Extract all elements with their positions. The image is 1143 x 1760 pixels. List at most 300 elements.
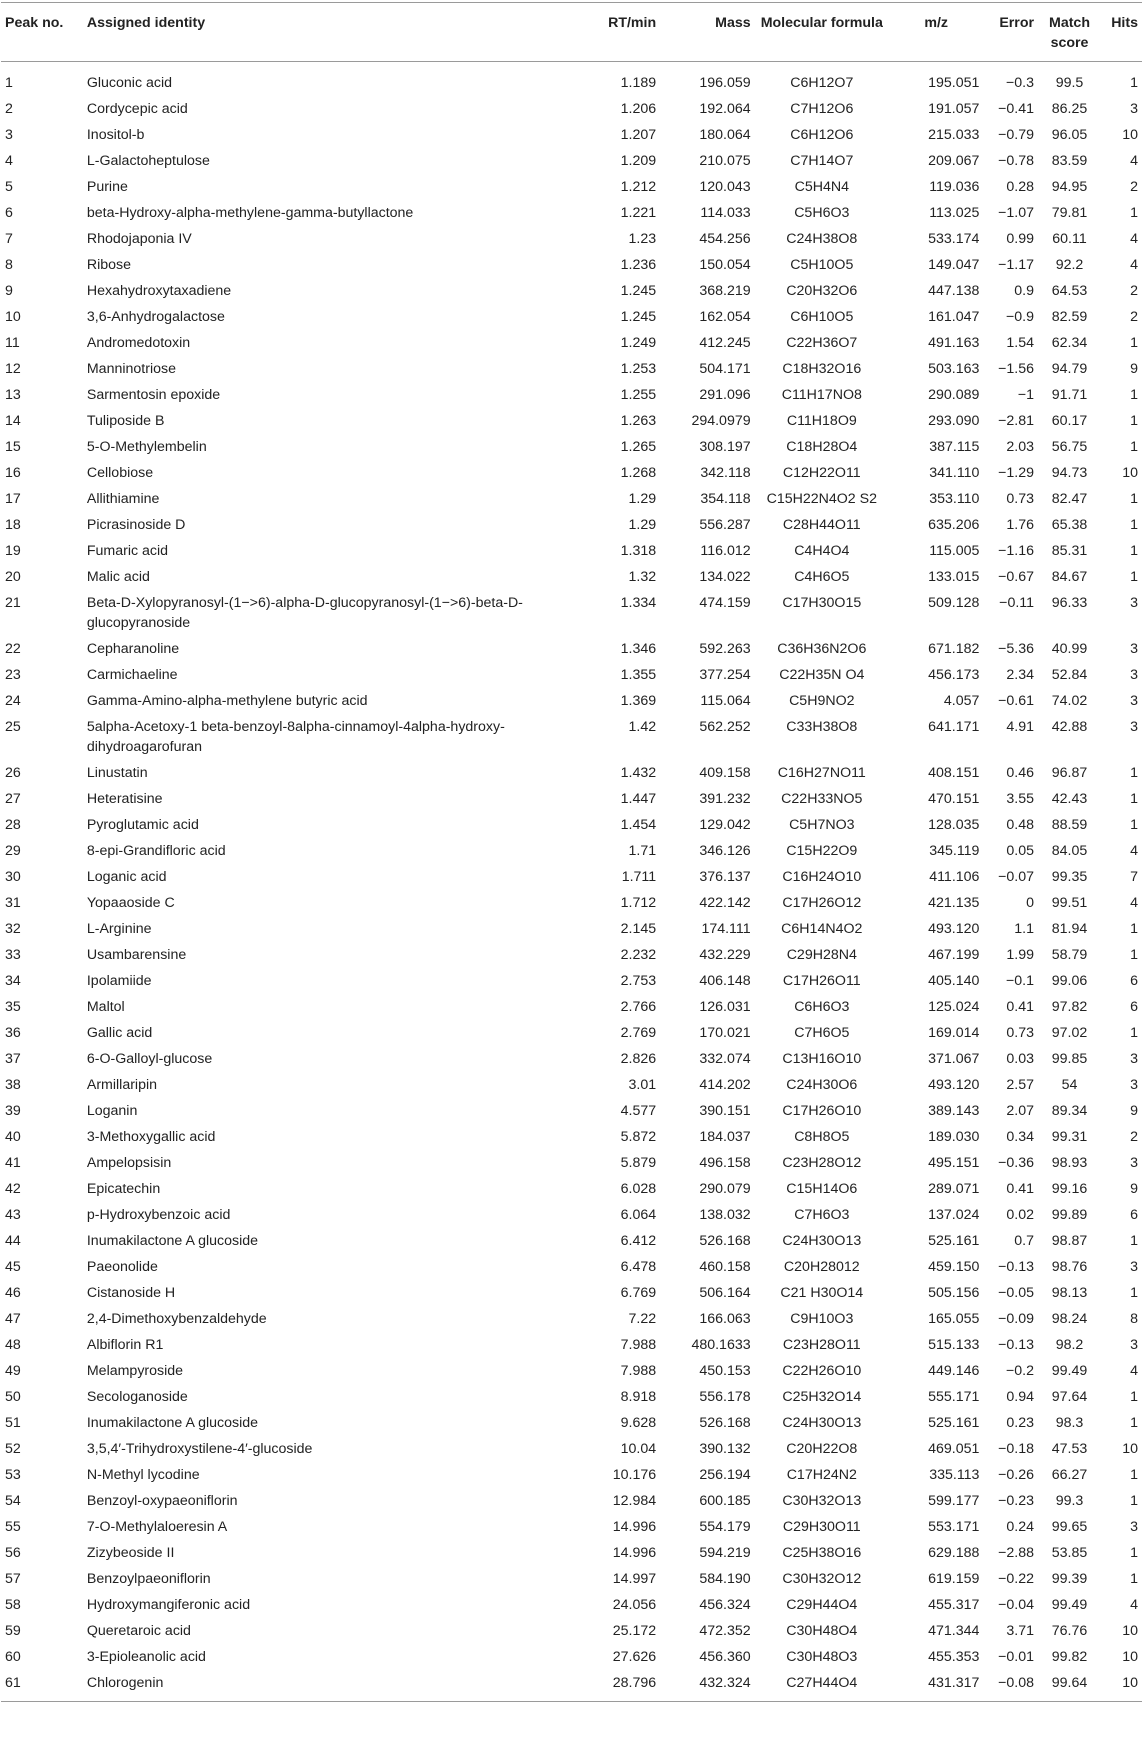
cell-rt: 2.766 <box>620 999 657 1015</box>
cell-hits: 3 <box>1130 693 1138 709</box>
cell-mass: 412.245 <box>699 335 751 351</box>
cell-peak-no: 22 <box>5 641 21 657</box>
cell-error: 0.73 <box>1006 491 1035 507</box>
cell-mz: 509.128 <box>928 595 980 611</box>
cell-mz: 371.067 <box>928 1051 980 1067</box>
cell-rt: 1.268 <box>620 465 657 481</box>
cell-mz: 189.030 <box>928 1129 980 1145</box>
cell-hits: 3 <box>1130 1519 1138 1535</box>
cell-assigned-identity: 5alpha-Acetoxy-1 beta-benzoyl-8alpha-cinnamoyl-4alpha-hydroxy-dihydroagarofuran <box>86 719 505 755</box>
cell-mass: 506.164 <box>699 1285 751 1301</box>
cell-mass: 308.197 <box>699 439 751 455</box>
cell-assigned-identity: Loganic acid <box>86 869 167 885</box>
cell-peak-no: 58 <box>5 1597 21 1613</box>
cell-mass: 456.324 <box>699 1597 751 1613</box>
cell-rt: 1.334 <box>620 595 657 611</box>
cell-peak-no: 7 <box>5 231 13 247</box>
cell-error: −0.23 <box>998 1493 1035 1509</box>
cell-mass: 504.171 <box>699 361 751 377</box>
cell-mz: 4.057 <box>943 693 980 709</box>
cell-error: −2.81 <box>998 413 1035 429</box>
table-row <box>1 1384 1142 1410</box>
cell-peak-no: 14 <box>5 413 21 429</box>
cell-error: 0.7 <box>1014 1233 1035 1249</box>
cell-match-score: 86.25 <box>1051 101 1088 117</box>
cell-rt: 1.236 <box>620 257 657 273</box>
cell-mass: 150.054 <box>699 257 751 273</box>
cell-mz: 555.171 <box>928 1389 980 1405</box>
cell-hits: 3 <box>1130 641 1138 657</box>
cell-error: −0.3 <box>1006 75 1035 91</box>
cell-molecular-formula: C5H10O5 <box>790 257 854 273</box>
cell-hits: 3 <box>1130 1051 1138 1067</box>
header-assigned-identity: Assigned identity <box>86 15 206 31</box>
cell-error: −0.9 <box>1006 309 1035 325</box>
cell-assigned-identity: Ribose <box>86 257 132 273</box>
cell-mass: 196.059 <box>699 75 751 91</box>
cell-mz: 629.188 <box>928 1545 980 1561</box>
cell-peak-no: 1 <box>5 75 13 91</box>
table-row <box>1 1176 1142 1202</box>
header-error: Error <box>999 15 1035 31</box>
cell-rt: 2.145 <box>620 921 657 937</box>
cell-rt: 1.29 <box>628 517 657 533</box>
cell-peak-no: 34 <box>5 973 21 989</box>
cell-peak-no: 23 <box>5 667 21 683</box>
cell-peak-no: 48 <box>5 1337 21 1353</box>
cell-match-score: 94.73 <box>1051 465 1088 481</box>
cell-rt: 6.412 <box>620 1233 657 1249</box>
cell-rt: 1.265 <box>620 439 657 455</box>
cell-rt: 1.432 <box>620 765 657 781</box>
cell-error: −2.88 <box>998 1545 1035 1561</box>
cell-mz: 161.047 <box>928 309 980 325</box>
cell-mass: 480.1633 <box>691 1337 751 1353</box>
cell-hits: 3 <box>1130 1077 1138 1093</box>
cell-hits: 2 <box>1130 309 1138 325</box>
header-rt: RT/min <box>608 15 657 31</box>
cell-match-score: 65.38 <box>1051 517 1088 533</box>
cell-hits: 6 <box>1130 973 1138 989</box>
cell-rt: 5.872 <box>620 1129 657 1145</box>
cell-mz: 447.138 <box>928 283 980 299</box>
cell-molecular-formula: C29H28N4 <box>786 947 857 963</box>
cell-hits: 1 <box>1130 791 1138 807</box>
cell-mass: 174.111 <box>701 921 751 937</box>
cell-rt: 2.769 <box>620 1025 657 1041</box>
cell-assigned-identity: Melampyroside <box>86 1363 184 1379</box>
cell-error: 0.99 <box>1006 231 1035 247</box>
cell-rt: 1.369 <box>620 693 657 709</box>
cell-match-score: 84.05 <box>1051 843 1088 859</box>
cell-assigned-identity: 5-O-Methylembelin <box>86 439 207 455</box>
table-row <box>1 864 1142 890</box>
cell-match-score: 83.59 <box>1051 153 1088 169</box>
cell-assigned-identity: Armillaripin <box>86 1077 158 1093</box>
cell-mz: 421.135 <box>928 895 980 911</box>
cell-hits: 1 <box>1130 517 1138 533</box>
cell-molecular-formula: C21 H30O14 <box>780 1285 864 1301</box>
cell-molecular-formula: C15H14O6 <box>786 1181 858 1197</box>
cell-match-score: 62.34 <box>1051 335 1088 351</box>
cell-peak-no: 33 <box>5 947 21 963</box>
cell-peak-no: 19 <box>5 543 21 559</box>
cell-rt: 1.245 <box>620 309 657 325</box>
cell-match-score: 40.99 <box>1051 641 1088 657</box>
cell-mz: 215.033 <box>928 127 980 143</box>
cell-molecular-formula: C16H24O10 <box>782 869 862 885</box>
cell-error: 3.71 <box>1006 1623 1035 1639</box>
table-row <box>1 942 1142 968</box>
cell-mass: 114.033 <box>700 205 751 221</box>
cell-error: −5.36 <box>998 641 1035 657</box>
header-match-score: Match score <box>1049 15 1090 51</box>
cell-molecular-formula: C6H6O3 <box>794 999 850 1015</box>
cell-peak-no: 9 <box>5 283 13 299</box>
cell-mz: 471.344 <box>928 1623 980 1639</box>
cell-molecular-formula: C5H7NO3 <box>789 817 855 833</box>
table-row <box>1 1020 1142 1046</box>
cell-match-score: 98.13 <box>1051 1285 1088 1301</box>
cell-peak-no: 44 <box>5 1233 21 1249</box>
cell-error: −0.13 <box>998 1259 1035 1275</box>
table-row <box>1 382 1142 408</box>
cell-rt: 1.245 <box>620 283 657 299</box>
cell-hits: 4 <box>1130 1597 1138 1613</box>
cell-error: 2.03 <box>1006 439 1035 455</box>
table-row <box>1 148 1142 174</box>
cell-mz: 533.174 <box>928 231 980 247</box>
cell-match-score: 56.75 <box>1051 439 1088 455</box>
cell-mass: 184.037 <box>699 1129 751 1145</box>
cell-hits: 9 <box>1130 361 1138 377</box>
cell-assigned-identity: Gallic acid <box>86 1025 153 1041</box>
cell-match-score: 91.71 <box>1051 387 1088 403</box>
cell-error: −0.79 <box>998 127 1035 143</box>
cell-match-score: 54 <box>1061 1077 1078 1093</box>
cell-error: 0.48 <box>1006 817 1035 833</box>
table-row <box>1 968 1142 994</box>
cell-hits: 9 <box>1130 1103 1138 1119</box>
cell-molecular-formula: C11H17NO8 <box>781 387 862 403</box>
cell-hits: 2 <box>1130 283 1138 299</box>
cell-peak-no: 12 <box>5 361 21 377</box>
cell-molecular-formula: C16H27NO11 <box>777 765 866 781</box>
cell-error: 0.02 <box>1006 1207 1035 1223</box>
table-row <box>1 590 1142 636</box>
cell-mz: 195.051 <box>928 75 980 91</box>
cell-peak-no: 8 <box>5 257 13 273</box>
table-row <box>1 174 1142 200</box>
cell-peak-no: 35 <box>5 999 21 1015</box>
cell-mass: 376.137 <box>699 869 751 885</box>
cell-molecular-formula: C17H26O11 <box>782 973 861 989</box>
cell-error: −0.41 <box>998 101 1035 117</box>
cell-hits: 1 <box>1130 569 1138 585</box>
cell-mass: 346.126 <box>699 843 751 859</box>
cell-rt: 7.988 <box>620 1337 657 1353</box>
cell-error: 0.94 <box>1006 1389 1035 1405</box>
cell-molecular-formula: C23H28O11 <box>782 1337 861 1353</box>
cell-rt: 5.879 <box>620 1155 657 1171</box>
cell-mz: 493.120 <box>928 921 980 937</box>
cell-error: −1 <box>1017 387 1035 403</box>
cell-hits: 4 <box>1130 153 1138 169</box>
cell-peak-no: 26 <box>5 765 21 781</box>
cell-mass: 116.012 <box>700 543 751 559</box>
cell-rt: 7.22 <box>628 1311 657 1327</box>
cell-error: 4.91 <box>1006 719 1035 735</box>
cell-error: 1.76 <box>1006 517 1035 533</box>
cell-rt: 1.447 <box>620 791 657 807</box>
cell-rt: 1.209 <box>620 153 657 169</box>
cell-assigned-identity: Albiflorin R1 <box>86 1337 164 1353</box>
cell-molecular-formula: C17H30O15 <box>782 595 862 611</box>
cell-mass: 126.031 <box>699 999 751 1015</box>
cell-match-score: 99.85 <box>1051 1051 1088 1067</box>
cell-mz: 455.353 <box>928 1649 980 1665</box>
cell-assigned-identity: Manninotriose <box>86 361 176 377</box>
cell-match-score: 99.51 <box>1051 895 1088 911</box>
cell-peak-no: 57 <box>5 1571 21 1587</box>
cell-hits: 1 <box>1130 413 1138 429</box>
cell-error: −1.56 <box>998 361 1035 377</box>
cell-assigned-identity: Allithiamine <box>86 491 160 507</box>
cell-peak-no: 56 <box>5 1545 21 1561</box>
cell-molecular-formula: C24H30O13 <box>782 1233 862 1249</box>
cell-mass: 290.079 <box>699 1181 751 1197</box>
cell-mass: 210.075 <box>699 153 751 169</box>
cell-match-score: 94.79 <box>1051 361 1088 377</box>
table-row <box>1 714 1142 760</box>
cell-mass: 115.064 <box>700 693 751 709</box>
cell-peak-no: 27 <box>5 791 21 807</box>
cell-match-score: 74.02 <box>1051 693 1088 709</box>
table-row <box>1 1306 1142 1332</box>
cell-rt: 1.355 <box>620 667 657 683</box>
cell-rt: 1.454 <box>620 817 657 833</box>
cell-assigned-identity: Inumakilactone A glucoside <box>86 1233 259 1249</box>
cell-hits: 1 <box>1130 387 1138 403</box>
cell-assigned-identity: Rhodojaponia IV <box>86 231 192 247</box>
cell-mz: 191.057 <box>928 101 980 117</box>
cell-mz: 115.005 <box>929 543 980 559</box>
cell-molecular-formula: C5H9NO2 <box>789 693 855 709</box>
cell-mass: 368.219 <box>699 283 751 299</box>
table-row <box>1 356 1142 382</box>
cell-mz: 113.025 <box>929 205 980 221</box>
cell-molecular-formula: C30H32O12 <box>782 1571 862 1587</box>
cell-peak-no: 52 <box>5 1441 21 1457</box>
cell-rt: 1.318 <box>620 543 657 559</box>
cell-mz: 467.199 <box>928 947 980 963</box>
cell-error: 0.41 <box>1006 999 1035 1015</box>
table-row <box>1 812 1142 838</box>
cell-rt: 1.346 <box>620 641 657 657</box>
cell-rt: 6.064 <box>620 1207 657 1223</box>
table-row <box>1 1410 1142 1436</box>
cell-mz: 449.146 <box>928 1363 980 1379</box>
cell-assigned-identity: Purine <box>86 179 128 195</box>
cell-assigned-identity: Hydroxymangiferonic acid <box>86 1597 251 1613</box>
cell-mz: 341.110 <box>929 465 980 481</box>
cell-molecular-formula: C20H32O6 <box>786 283 858 299</box>
cell-match-score: 98.24 <box>1051 1311 1088 1327</box>
cell-rt: 1.29 <box>628 491 657 507</box>
cell-match-score: 47.53 <box>1051 1441 1088 1457</box>
cell-error: −1.07 <box>998 205 1035 221</box>
cell-match-score: 94.95 <box>1051 179 1088 195</box>
cell-match-score: 64.53 <box>1051 283 1088 299</box>
cell-mz: 137.024 <box>928 1207 980 1223</box>
cell-peak-no: 53 <box>5 1467 21 1483</box>
cell-mz: 408.151 <box>928 765 980 781</box>
table-row <box>1 688 1142 714</box>
cell-rt: 1.221 <box>620 205 657 221</box>
cell-molecular-formula: C9H10O3 <box>790 1311 854 1327</box>
cell-mass: 450.153 <box>699 1363 751 1379</box>
cell-hits: 4 <box>1130 843 1138 859</box>
cell-peak-no: 50 <box>5 1389 21 1405</box>
cell-match-score: 99.89 <box>1051 1207 1088 1223</box>
cell-error: −0.78 <box>998 153 1035 169</box>
cell-mass: 422.142 <box>699 895 751 911</box>
table-row <box>1 564 1142 590</box>
cell-match-score: 96.33 <box>1051 595 1088 611</box>
cell-mass: 592.263 <box>699 641 751 657</box>
cell-molecular-formula: C6H12O6 <box>790 127 854 143</box>
cell-mass: 554.179 <box>699 1519 751 1535</box>
cell-peak-no: 40 <box>5 1129 21 1145</box>
cell-mz: 387.115 <box>929 439 980 455</box>
cell-rt: 28.796 <box>612 1675 657 1691</box>
cell-match-score: 98.3 <box>1055 1415 1084 1431</box>
table-row <box>1 278 1142 304</box>
cell-molecular-formula: C17H24N2 <box>786 1467 857 1483</box>
cell-error: 0.34 <box>1006 1129 1035 1145</box>
table-row <box>1 838 1142 864</box>
cell-hits: 1 <box>1130 765 1138 781</box>
cell-hits: 1 <box>1130 1415 1138 1431</box>
cell-molecular-formula: C5H6O3 <box>794 205 850 221</box>
cell-error: 0.73 <box>1006 1025 1035 1041</box>
cell-assigned-identity: Malic acid <box>86 569 150 585</box>
cell-peak-no: 54 <box>5 1493 21 1509</box>
cell-peak-no: 55 <box>5 1519 21 1535</box>
cell-peak-no: 3 <box>5 127 13 143</box>
cell-error: −0.05 <box>998 1285 1035 1301</box>
cell-hits: 10 <box>1122 1649 1138 1665</box>
cell-rt: 1.712 <box>620 895 657 911</box>
table-header <box>1 3 1142 62</box>
cell-error: 0.41 <box>1006 1181 1035 1197</box>
cell-assigned-identity: Fumaric acid <box>86 543 169 559</box>
cell-molecular-formula: C15H22O9 <box>786 843 858 859</box>
cell-error: 1.54 <box>1006 335 1035 351</box>
cell-match-score: 96.05 <box>1051 127 1088 143</box>
cell-match-score: 99.82 <box>1051 1649 1088 1665</box>
table-row <box>1 460 1142 486</box>
cell-error: 1.1 <box>1014 921 1035 937</box>
cell-error: −0.61 <box>998 693 1035 709</box>
cell-rt: 2.826 <box>620 1051 657 1067</box>
cell-error: 0 <box>1026 895 1035 911</box>
cell-match-score: 99.3 <box>1055 1493 1084 1509</box>
cell-mass: 556.287 <box>699 517 751 533</box>
cell-hits: 10 <box>1122 465 1138 481</box>
cell-match-score: 98.76 <box>1051 1259 1088 1275</box>
table-row <box>1 122 1142 148</box>
cell-mz: 119.036 <box>929 179 980 195</box>
cell-assigned-identity: 7-O-Methylaloeresin A <box>86 1519 228 1535</box>
cell-assigned-identity: Secologanoside <box>86 1389 188 1405</box>
cell-assigned-identity: Cepharanoline <box>86 641 180 657</box>
cell-mz: 459.150 <box>928 1259 980 1275</box>
cell-rt: 1.71 <box>628 843 657 859</box>
table-body <box>1 62 1142 1702</box>
table-row <box>1 1436 1142 1462</box>
cell-assigned-identity: Zizybeoside II <box>86 1545 175 1561</box>
cell-mass: 432.229 <box>699 947 751 963</box>
cell-assigned-identity: Hexahydroxytaxadiene <box>86 283 232 299</box>
cell-peak-no: 38 <box>5 1077 21 1093</box>
cell-assigned-identity: Usambarensine <box>86 947 187 963</box>
cell-molecular-formula: C6H12O7 <box>790 75 854 91</box>
cell-mass: 556.178 <box>699 1389 751 1405</box>
cell-peak-no: 37 <box>5 1051 21 1067</box>
table-row <box>1 1124 1142 1150</box>
cell-rt: 1.207 <box>620 127 657 143</box>
table-row <box>1 62 1142 97</box>
cell-assigned-identity: Sarmentosin epoxide <box>86 387 221 403</box>
header-peak-no: Peak no. <box>5 15 64 31</box>
cell-peak-no: 16 <box>5 465 21 481</box>
cell-molecular-formula: C22H33NO5 <box>781 791 863 807</box>
cell-mz: 149.047 <box>928 257 980 273</box>
cell-peak-no: 2 <box>5 101 13 117</box>
cell-hits: 1 <box>1130 1389 1138 1405</box>
cell-assigned-identity: Cordycepic acid <box>86 101 188 117</box>
table-row <box>1 1046 1142 1072</box>
cell-mz: 293.090 <box>928 413 980 429</box>
cell-rt: 3.01 <box>628 1077 657 1093</box>
header-molecular-formula: Molecular formula <box>760 15 883 31</box>
cell-error: 0.03 <box>1006 1051 1035 1067</box>
cell-hits: 3 <box>1130 719 1138 735</box>
cell-hits: 10 <box>1122 127 1138 143</box>
cell-molecular-formula: C15H22N4O2 S2 <box>766 491 877 507</box>
cell-mz: 525.161 <box>928 1233 980 1249</box>
cell-hits: 1 <box>1130 1571 1138 1587</box>
cell-hits: 1 <box>1130 1285 1138 1301</box>
cell-peak-no: 25 <box>5 719 21 735</box>
cell-match-score: 76.76 <box>1051 1623 1088 1639</box>
cell-hits: 3 <box>1130 595 1138 611</box>
cell-hits: 8 <box>1130 1311 1138 1327</box>
cell-match-score: 98.2 <box>1055 1337 1084 1353</box>
cell-hits: 4 <box>1130 895 1138 911</box>
cell-rt: 1.253 <box>620 361 657 377</box>
cell-assigned-identity: Maltol <box>86 999 125 1015</box>
cell-match-score: 58.79 <box>1051 947 1088 963</box>
cell-rt: 6.478 <box>620 1259 657 1275</box>
table-row <box>1 1280 1142 1306</box>
cell-error: 2.34 <box>1006 667 1035 683</box>
cell-assigned-identity: Andromedotoxin <box>86 335 191 351</box>
table-row <box>1 1072 1142 1098</box>
cell-hits: 3 <box>1130 1259 1138 1275</box>
cell-hits: 3 <box>1130 1155 1138 1171</box>
